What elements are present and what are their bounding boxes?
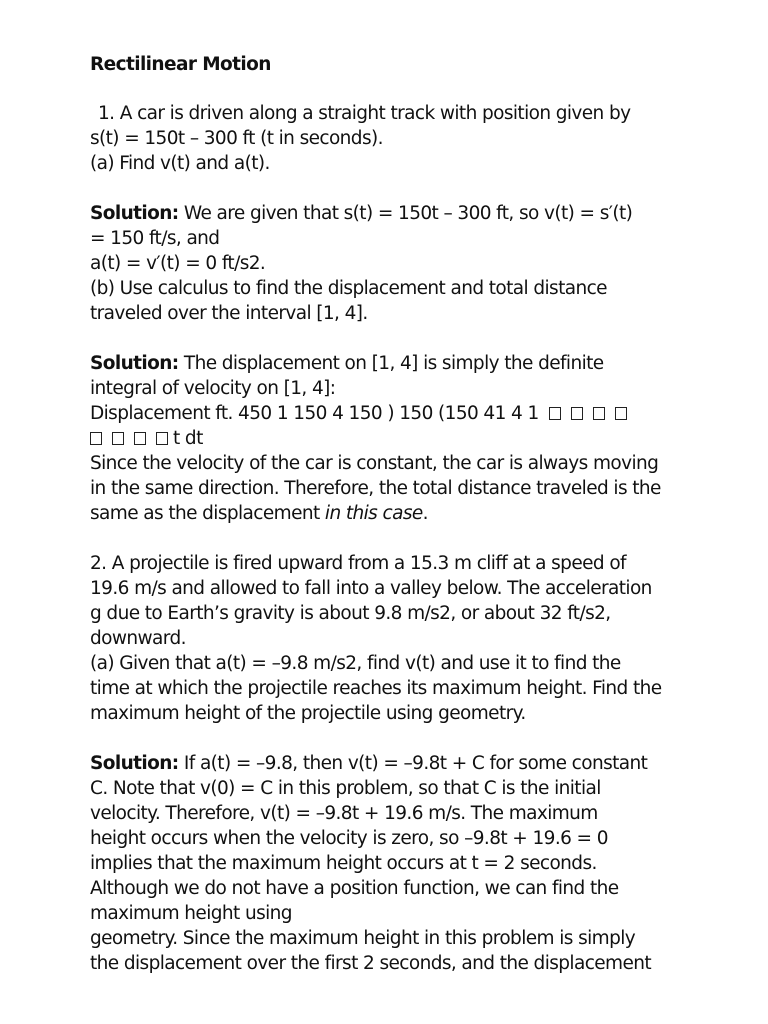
period: .	[422, 503, 428, 524]
solution2-line6: in the same direction. Therefore, the total distance traveled is the	[90, 478, 661, 499]
problem2-line2: 19.6 m/s and allowed to fall into a valley below. The acceleration	[90, 578, 652, 599]
solution3-line4: height occurs when the velocity is zero, so –9.8t + 19.6 = 0	[90, 828, 608, 849]
problem1-line3: (a) Find v(t) and a(t).	[90, 153, 270, 174]
solution3-line9: the displacement over the first 2 seconds, and the displacement	[90, 953, 652, 974]
solution3-line8: geometry. Since the maximum height in this problem is simply	[90, 928, 636, 949]
missing-glyph-icon	[593, 407, 605, 420]
solution3-line3: velocity. Therefore, v(t) = –9.8t + 19.6 m/s. The maximum	[90, 803, 598, 824]
solution-label: Solution:	[90, 203, 179, 224]
problem1b-line2: traveled over the interval [1, 4].	[90, 303, 368, 324]
document-page	[90, 52, 690, 976]
solution-label: Solution:	[90, 753, 179, 774]
missing-glyph-icon	[90, 432, 102, 445]
page-title: Rectilinear Motion	[90, 54, 271, 75]
solution3-line1	[90, 751, 690, 776]
missing-glyph-icon	[112, 432, 124, 445]
problem2-line6: time at which the projectile reaches its maximum height. Find the	[90, 678, 662, 699]
solution2-text: The displacement on [1, 4] is simply the definite	[178, 353, 604, 374]
missing-glyph-icon	[615, 407, 627, 420]
displacement-text: Displacement ft. 450 1 150 4 150 ) 150 (150 41 4 1	[90, 403, 539, 424]
problem2-line4: downward.	[90, 628, 186, 649]
integrand-text: t dt	[173, 428, 203, 449]
solution1-line2: = 150 ft/s, and	[90, 228, 220, 249]
solution2-line3	[90, 401, 690, 426]
solution3-line6: Although we do not have a position function, we can find the	[90, 878, 619, 899]
solution2-line7	[90, 501, 690, 526]
problem2-line1: 2. A projectile is fired upward from a 15.3 m cliff at a speed of	[90, 553, 626, 574]
solution1-line1	[90, 201, 690, 226]
missing-glyph-icon	[134, 432, 146, 445]
solution1-text: We are given that s(t) = 150t – 300 ft, so v(t) = s′(t)	[178, 203, 633, 224]
solution3-line5: implies that the maximum height occurs at t = 2 seconds.	[90, 853, 597, 874]
solution3-text: If a(t) = –9.8, then v(t) = –9.8t + C for some constant	[178, 753, 648, 774]
solution3-line2: C. Note that v(0) = C in this problem, so that C is the initial	[90, 778, 601, 799]
solution-label: Solution:	[90, 353, 179, 374]
solution2-text: same as the displacement	[90, 503, 325, 524]
solution2-line2: integral of velocity on [1, 4]:	[90, 378, 336, 399]
emphasis-text: in this case	[324, 503, 423, 524]
solution1-line3: a(t) = v′(t) = 0 ft/s2.	[90, 253, 266, 274]
problem2-line5: (a) Given that a(t) = –9.8 m/s2, find v(t) and use it to find the	[90, 653, 621, 674]
problem2-line7: maximum height of the projectile using geometry.	[90, 703, 526, 724]
solution2-line4	[90, 426, 690, 451]
missing-glyph-icon	[156, 432, 168, 445]
problem1b-line1: (b) Use calculus to find the displacement and total distance	[90, 278, 607, 299]
missing-glyph-icon	[549, 407, 561, 420]
missing-glyph-icon	[571, 407, 583, 420]
solution3-line7: maximum height using	[90, 903, 292, 924]
problem1-line2: s(t) = 150t – 300 ft (t in seconds).	[90, 128, 383, 149]
problem2-line3: g due to Earth’s gravity is about 9.8 m/s2, or about 32 ft/s2,	[90, 603, 611, 624]
solution2-line1	[90, 351, 690, 376]
problem1-line1: 1. A car is driven along a straight track with position given by	[98, 103, 631, 124]
solution2-line5: Since the velocity of the car is constant, the car is always moving	[90, 453, 659, 474]
